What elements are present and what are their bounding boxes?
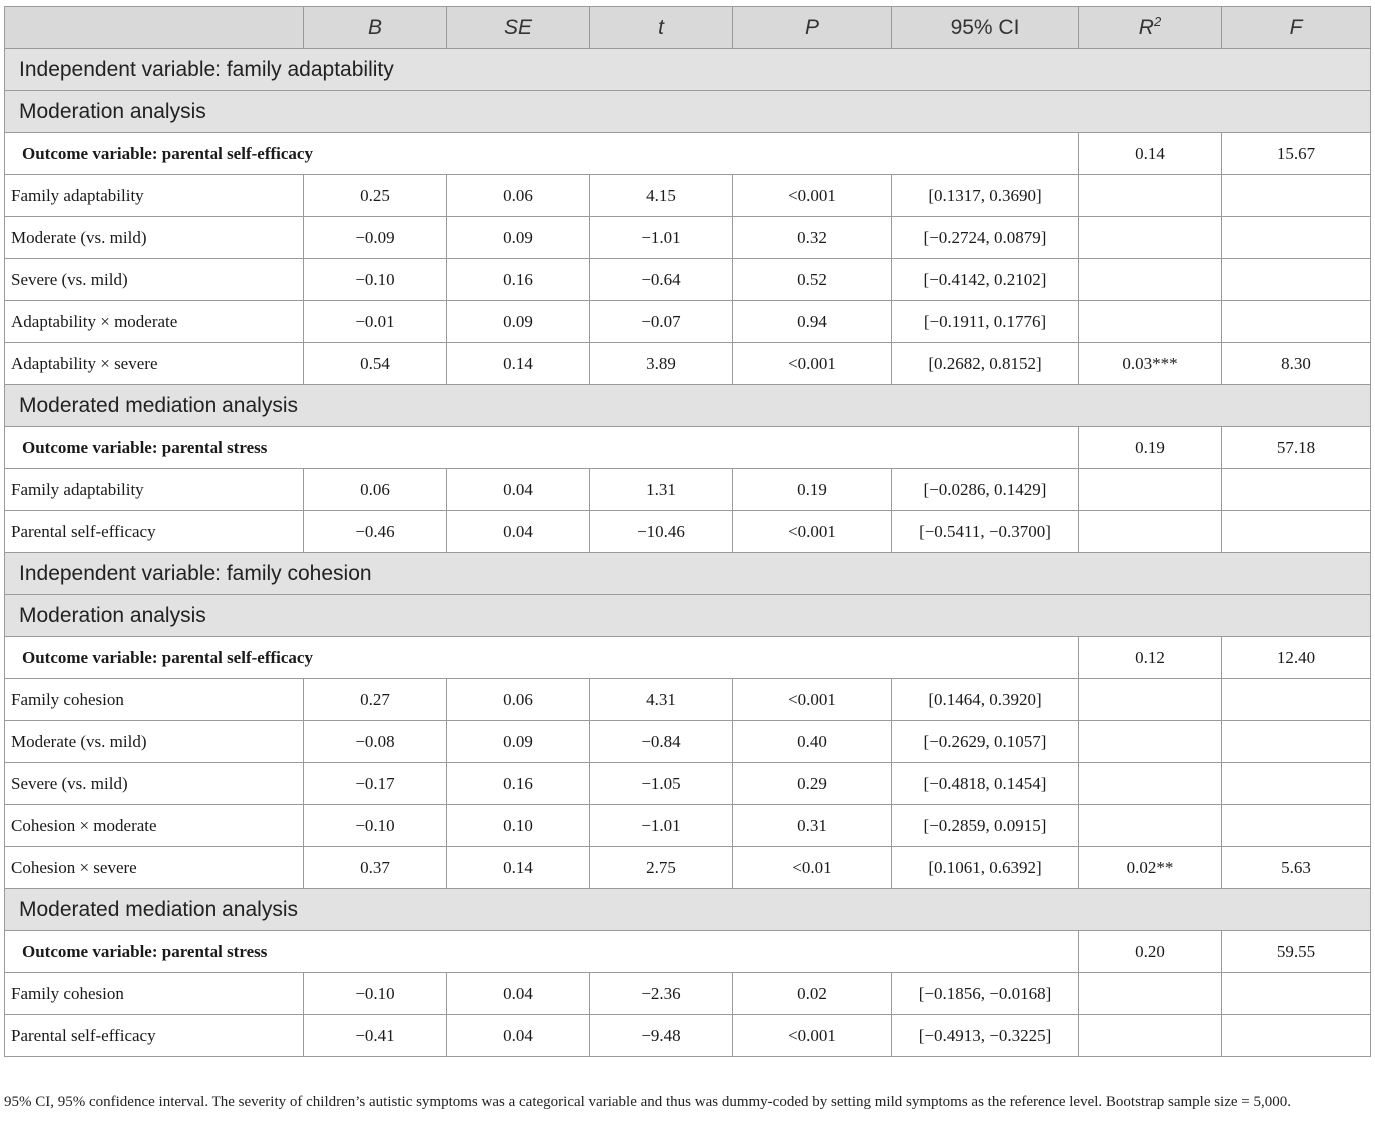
cell-f [1222,175,1371,217]
cell-r2 [1079,511,1222,553]
header-p: P [733,7,892,49]
section-header-row [5,889,1371,931]
row-label: Cohesion × moderate [5,805,304,847]
outcome-f: 57.18 [1222,427,1371,469]
cell-t: −9.48 [590,1015,733,1057]
cell-f: 5.63 [1222,847,1371,889]
cell-ci: [0.1317, 0.3690] [892,175,1079,217]
cell-se: 0.09 [447,721,590,763]
cell-ci: [−0.0286, 0.1429] [892,469,1079,511]
cell-f [1222,1015,1371,1057]
cell-se: 0.10 [447,805,590,847]
outcome-r2: 0.19 [1079,427,1222,469]
section-title: Moderated mediation analysis [5,889,1371,931]
section-header-row [5,49,1371,91]
header-se: SE [447,7,590,49]
cell-f: 8.30 [1222,343,1371,385]
table-row [5,805,1371,847]
row-label: Adaptability × severe [5,343,304,385]
row-label: Cohesion × severe [5,847,304,889]
outcome-row [5,637,1371,679]
table-row [5,469,1371,511]
cell-f [1222,805,1371,847]
table-row [5,343,1371,385]
table-row [5,1015,1371,1057]
cell-ci: [−0.1856, −0.0168] [892,973,1079,1015]
header-t: t [590,7,733,49]
section-title: Moderation analysis [5,595,1371,637]
row-label: Family adaptability [5,175,304,217]
cell-r2 [1079,175,1222,217]
cell-r2 [1079,301,1222,343]
cell-b: −0.41 [304,1015,447,1057]
cell-ci: [−0.4142, 0.2102] [892,259,1079,301]
cell-p: <0.001 [733,343,892,385]
cell-se: 0.06 [447,679,590,721]
section-header-row [5,595,1371,637]
cell-p: 0.40 [733,721,892,763]
header-r2-base: R [1138,15,1154,39]
outcome-f: 15.67 [1222,133,1371,175]
cell-p: 0.31 [733,805,892,847]
outcome-r2: 0.14 [1079,133,1222,175]
regression-table [4,6,1371,1057]
cell-b: 0.27 [304,679,447,721]
cell-f [1222,259,1371,301]
table-row [5,763,1371,805]
row-label: Family cohesion [5,679,304,721]
cell-ci: [0.2682, 0.8152] [892,343,1079,385]
table-row [5,973,1371,1015]
table-footnote: 95% CI, 95% confidence interval. The severity of children’s autistic symptoms was a categorical variable and thus was dummy-coded by setting mild symptoms as the reference level. Bootstrap sample size = 5,000. [4,1094,1292,1110]
table-row [5,217,1371,259]
cell-r2 [1079,805,1222,847]
cell-p: 0.19 [733,469,892,511]
outcome-f: 59.55 [1222,931,1371,973]
table-body [5,49,1371,1057]
cell-b: 0.54 [304,343,447,385]
cell-r2 [1079,259,1222,301]
cell-se: 0.04 [447,511,590,553]
cell-b: −0.17 [304,763,447,805]
cell-b: −0.10 [304,805,447,847]
outcome-row [5,133,1371,175]
cell-se: 0.16 [447,763,590,805]
cell-ci: [−0.4913, −0.3225] [892,1015,1079,1057]
table-row [5,259,1371,301]
cell-r2 [1079,469,1222,511]
row-label: Family adaptability [5,469,304,511]
cell-r2: 0.03*** [1079,343,1222,385]
table-row [5,511,1371,553]
cell-t: 2.75 [590,847,733,889]
cell-f [1222,679,1371,721]
section-title: Moderation analysis [5,91,1371,133]
table-row [5,721,1371,763]
cell-r2: 0.02** [1079,847,1222,889]
cell-p: 0.02 [733,973,892,1015]
cell-b: −0.08 [304,721,447,763]
cell-r2 [1079,973,1222,1015]
cell-f [1222,217,1371,259]
cell-ci: [0.1061, 0.6392] [892,847,1079,889]
cell-r2 [1079,217,1222,259]
outcome-r2: 0.12 [1079,637,1222,679]
row-label: Family cohesion [5,973,304,1015]
cell-f [1222,511,1371,553]
cell-t: −10.46 [590,511,733,553]
cell-se: 0.06 [447,175,590,217]
cell-se: 0.14 [447,847,590,889]
section-title: Moderated mediation analysis [5,385,1371,427]
cell-se: 0.04 [447,1015,590,1057]
cell-t: 3.89 [590,343,733,385]
table-row [5,301,1371,343]
cell-p: <0.001 [733,679,892,721]
cell-t: 1.31 [590,469,733,511]
header-f: F [1222,7,1371,49]
cell-f [1222,973,1371,1015]
cell-ci: [−0.2629, 0.1057] [892,721,1079,763]
outcome-label: Outcome variable: parental stress [5,427,1079,469]
cell-r2 [1079,1015,1222,1057]
header-r2 [1079,7,1222,49]
cell-se: 0.16 [447,259,590,301]
cell-b: −0.01 [304,301,447,343]
cell-se: 0.04 [447,469,590,511]
cell-t: −0.84 [590,721,733,763]
cell-f [1222,469,1371,511]
cell-p: 0.29 [733,763,892,805]
cell-t: −1.01 [590,805,733,847]
table-row [5,175,1371,217]
outcome-label: Outcome variable: parental self-efficacy [5,637,1079,679]
cell-t: −0.07 [590,301,733,343]
cell-b: 0.25 [304,175,447,217]
row-label: Severe (vs. mild) [5,259,304,301]
cell-p: <0.01 [733,847,892,889]
cell-t: 4.15 [590,175,733,217]
section-title: Independent variable: family adaptability [5,49,1371,91]
cell-b: 0.37 [304,847,447,889]
cell-ci: [−0.2859, 0.0915] [892,805,1079,847]
cell-se: 0.09 [447,301,590,343]
cell-ci: [−0.5411, −0.3700] [892,511,1079,553]
cell-p: <0.001 [733,1015,892,1057]
cell-se: 0.04 [447,973,590,1015]
cell-p: <0.001 [733,175,892,217]
header-b: B [304,7,447,49]
header-row [5,7,1371,49]
row-label: Moderate (vs. mild) [5,721,304,763]
cell-t: −1.05 [590,763,733,805]
table-row [5,679,1371,721]
cell-b: −0.09 [304,217,447,259]
row-label: Parental self-efficacy [5,511,304,553]
cell-p: <0.001 [733,511,892,553]
outcome-label: Outcome variable: parental stress [5,931,1079,973]
outcome-row [5,427,1371,469]
cell-r2 [1079,721,1222,763]
section-header-row [5,385,1371,427]
row-label: Moderate (vs. mild) [5,217,304,259]
cell-r2 [1079,679,1222,721]
cell-ci: [0.1464, 0.3920] [892,679,1079,721]
outcome-f: 12.40 [1222,637,1371,679]
header-r2-sup: 2 [1153,13,1162,29]
cell-t: −0.64 [590,259,733,301]
cell-t: −1.01 [590,217,733,259]
cell-ci: [−0.4818, 0.1454] [892,763,1079,805]
outcome-label: Outcome variable: parental self-efficacy [5,133,1079,175]
cell-b: 0.06 [304,469,447,511]
cell-b: −0.46 [304,511,447,553]
header-ci: 95% CI [892,7,1079,49]
cell-b: −0.10 [304,973,447,1015]
cell-p: 0.94 [733,301,892,343]
section-title: Independent variable: family cohesion [5,553,1371,595]
cell-t: −2.36 [590,973,733,1015]
section-header-row [5,553,1371,595]
cell-r2 [1079,763,1222,805]
cell-b: −0.10 [304,259,447,301]
cell-f [1222,721,1371,763]
section-header-row [5,91,1371,133]
outcome-row [5,931,1371,973]
cell-se: 0.09 [447,217,590,259]
cell-ci: [−0.2724, 0.0879] [892,217,1079,259]
row-label: Severe (vs. mild) [5,763,304,805]
cell-p: 0.52 [733,259,892,301]
cell-p: 0.32 [733,217,892,259]
cell-ci: [−0.1911, 0.1776] [892,301,1079,343]
table-row [5,847,1371,889]
header-blank [5,7,304,49]
cell-f [1222,301,1371,343]
cell-f [1222,763,1371,805]
row-label: Parental self-efficacy [5,1015,304,1057]
row-label: Adaptability × moderate [5,301,304,343]
cell-se: 0.14 [447,343,590,385]
cell-t: 4.31 [590,679,733,721]
outcome-r2: 0.20 [1079,931,1222,973]
